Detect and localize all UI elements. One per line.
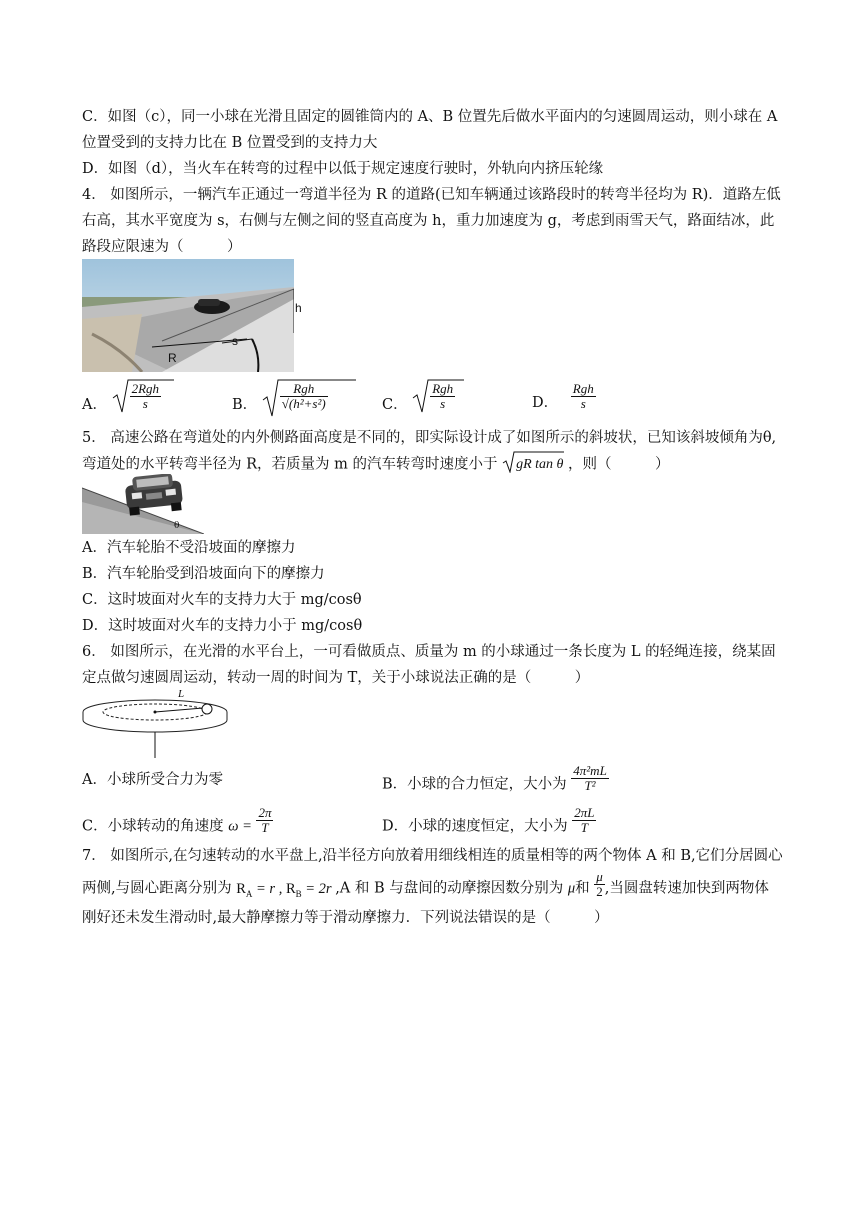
q5-fig-label-theta: θ [174,521,180,531]
q6-option-d: D．小球的速度恒定，大小为 $\frac{2\pi L}{T}$ [382,805,595,835]
q4-stem-line3: 路段应限速为（ ） [82,239,242,255]
q5-option-c: C．这时坡面对火车的支持力大于 mg/cosθ [82,592,362,608]
sqrt-symbol: gR tan θ [502,454,563,475]
q5-stem-line1: 5． 高速公路在弯道处的内外侧路面高度是不同的，即实际设计成了如图所示的斜坡状，已知该斜坡倾角为θ, [82,430,777,446]
q3-option-d: D．如图（d），当火车在转弯的过程中以低于规定速度行驶时，外轨向内挤压轮缘 [82,161,604,177]
q5-stem-line2: 弯道处的水平转弯半径为 R，若质量为 m 的汽车转弯时速度小于 gR tan θ ，则（ ） [82,454,670,475]
q6-option-c: C．小球转动的角速度 ω = $\frac{2\pi}{T}$ [82,805,272,835]
q7-stem-line3: 刚好还未发生滑动时,最大静摩擦力等于滑动摩擦力．下列说法错误的是（ ） [82,910,609,926]
sqrt-symbol: $\frac{\text{Rgh}}{\text{√(h²+s²)}}$ [262,378,328,411]
q4-road-photo [82,259,302,372]
q5-car-slope-figure [82,474,204,534]
q5-option-a: A．汽车轮胎不受沿坡面的摩擦力 [82,540,296,556]
q6-option-b: B．小球的合力恒定，大小为 $\frac{\text{4π²mL}}{\text{T²}}$ [382,763,607,793]
q4-stem-line1: 4． 如图所示，一辆汽车正通过一弯道半径为 R 的道路(已知车辆通过该路段时的转弯半径均为 R)．道路左低 [82,187,781,203]
q5-option-d: D．这时坡面对火车的支持力小于 mg/cosθ [82,618,363,634]
q4-option-b: B． $\frac{\text{Rgh}}{\text{√(h²+s²)}}$ [232,384,328,417]
q3-option-c-line1: C．如图（c），同一小球在光滑且固定的圆锥筒内的 A、B 位置先后做水平面内的匀速圆周运动，则小球在 A [82,109,778,125]
sqrt-symbol: $\frac{\text{2Rgh}}{s}$ [112,378,161,411]
q6-fig-label-l: L [178,688,185,700]
q5-option-b: B．汽车轮胎受到沿坡面向下的摩擦力 [82,566,325,582]
q3-option-c-line2: 位置受到的支持力比在 B 位置受到的支持力大 [82,135,378,151]
q6-stem-line2: 定点做匀速圆周运动，转动一周的时间为 T，关于小球说法正确的是（ ） [82,670,590,686]
q4-stem-line2: 右高，其水平宽度为 s，右侧与左侧之间的竖直高度为 h，重力加速度为 g，考虑到雨雪天气，路面结冰，此 [82,213,775,229]
q4-option-d: D． $\frac{\text{Rgh}}{s}$ [532,381,594,411]
q4-option-a: A． $\frac{\text{2Rgh}}{s}$ [82,384,161,417]
q4-fig-label-s: s [232,334,238,348]
q4-option-c: C． $\frac{\text{Rgh}}{s}$ [382,384,455,417]
sqrt-symbol: $\frac{\text{Rgh}}{s}$ [412,378,455,411]
q6-option-a: A．小球所受合力为零 [82,772,223,788]
q7-stem-line1: 7． 如图所示,在匀速转动的水平盘上,沿半径方向放着用细线相连的质量相等的两个物体 A 和 B,它们分居圆心 [82,848,783,864]
q6-stem-line1: 6． 如图所示，在光滑的水平台上，一可看做质点、质量为 m 的小球通过一条长度为 L 的轻绳连接，绕某固 [82,644,776,660]
q4-fig-label-h: h [295,301,302,315]
q6-turntable-figure [80,690,230,760]
q4-fig-label-r: R [168,351,177,365]
q7-stem-line2: 两侧,与圆心距离分别为 $R_A = r$ , $R_B = 2r$ ,A 和 B 与盘间的动摩擦因数分别为 μ和 $\frac{\mu}{2}$ ,当圆盘转速加快到两物体 [82,869,769,899]
